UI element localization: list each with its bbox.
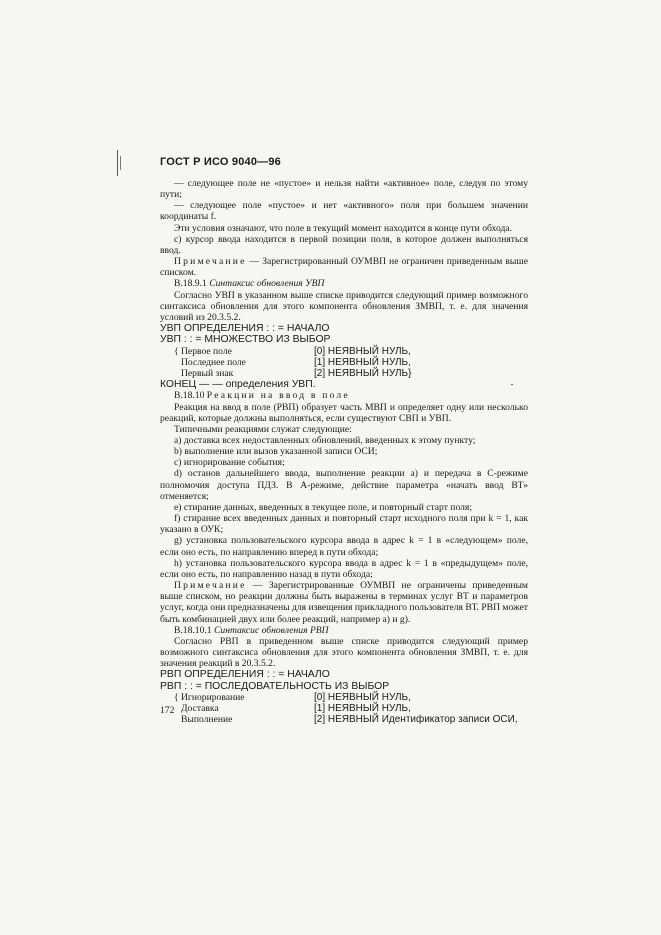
page-header: ГОСТ Р ИСО 9040—96 [160,156,281,168]
paragraph: — следующее поле не «пустое» и нельзя найти «активное» поле, следуя по этому пути; [160,178,528,201]
table-cell-left: { Игнорирование [174,691,245,703]
paragraph: с) курсор ввода находится в первой позиции поля, в которое должен выполняться ввод. [160,233,528,256]
page-content [160,178,528,725]
section-heading [160,278,528,289]
code-line: УВП : : = МНОЖЕСТВО ИЗ ВЫБОР [160,334,331,346]
table-cell-left: { Первое поле [174,345,232,357]
table-cell-right: [1] НЕЯВНЫЙ НУЛЬ, [314,356,411,368]
paragraph: b) выполнение или вызов указанной записи ОСИ; [174,446,378,458]
paragraph: Эти условия означают, что поле в текущий момент находится в конце пути обхода. [174,222,513,234]
paragraph: f) стирание всех введенных данных и повторный старт исходного поля при k = 1, как указано в ОУК; [160,513,528,536]
table-cell-left: Последнее поле [181,356,246,368]
paragraph: Согласно РВП в приведенном выше списке приводится следующий пример возможного синтаксиса обновления для этого компонента обновления ЗМВП, т. е. для значения реакций в 20.3.5.2. [160,635,528,670]
code-line: УВП ОПРЕДЕЛЕНИЯ : : = НАЧАЛО [160,323,330,335]
table-row [160,714,528,725]
page-number: 172 [160,705,175,716]
table-cell-left: Доставка [181,703,219,715]
table-cell-left: Первый знак [181,367,234,379]
paragraph: h) установка пользовательского курсора ввода в адрес k = 1 в «предыдущем» поле, если оно есть, по направлению назад в пути обхода; [160,557,528,580]
margin-marks [117,150,120,176]
paragraph: Согласно УВП в указанном выше списке приводится следующий пример возможного синтаксиса обновления для этого компонента обновления ЗМВП, т. е. для значения условий из 20.3.5.2. [160,289,528,323]
note-text: — Зарегистрированный ОУМВП не ограничен приведенным выше списком. [160,256,528,279]
paragraph: Типичными реакциями служат следующие: [174,423,352,435]
section-title: Реакции на ввод в поле [206,390,350,402]
code-line: РВП ОПРЕДЕЛЕНИЯ : : = НАЧАЛО [160,669,330,681]
section-number: В.18.10 [174,390,205,402]
note-text: — Зарегистрированные ОУМВП не ограничены приведенным выше списком, но реакции должны быть выражены в терминах услуг ВТ и параметров услуг, когда они предназначены для извещения прикладного пользователя ВТ. РВП может быть комбинацией двух или более реакций, например а) и g). [160,580,528,625]
section-number: В.18.10.1 [174,624,212,636]
table-cell-right: [2] НЕЯВНЫЙ НУЛЬ} [314,367,412,379]
table-cell-right: [2] НЕЯВНЫЙ Идентификатор записи ОСИ, [314,714,518,726]
section-title: Синтаксис обновления РВП [214,624,329,636]
paragraph: — следующее поле «пустое» и нет «активного» поля при большем значении координаты f. [160,200,528,223]
section-heading [160,625,528,636]
table-row [160,692,528,703]
code-line: РВП : : = ПОСЛЕДОВАТЕЛЬНОСТЬ ИЗ ВЫБОР [160,680,390,692]
table-cell-right: [1] НЕЯВНЫЙ НУЛЬ, [314,703,411,715]
note-label: Примечание [174,580,247,592]
table-row [160,357,528,368]
section-title: Синтаксис обновления УВП [209,278,325,290]
paragraph: Реакция на ввод в поле (РВП) образует часть МВП и определяет одну или несколько реакций, которые должны выполняться, если существуют СВП и УВП. [160,401,528,424]
table-row [160,346,528,357]
note [160,580,528,625]
paragraph: d) останов дальнейшего ввода, выполнение реакции а) и передача в С-режиме полномочия доступа ПДЗ. В А-режиме, действие параметра «начать ввод ВТ» отменяется; [160,468,528,502]
table-cell-right: [0] НЕЯВНЫЙ НУЛЬ, [314,691,411,703]
paragraph: е) стирание данных, введенных в текущее поле, и повторный старт поля; [174,501,472,513]
table-row [160,368,528,379]
note [160,256,528,278]
table-cell-right: [0] НЕЯВНЫЙ НУЛЬ, [314,345,411,357]
table-row [160,703,528,714]
paragraph: а) доставка всех недоставленных обновлений, введенных к этому пункту; [174,435,476,447]
paragraph: g) установка пользовательского курсора ввода в адрес k = 1 в «следующем» поле, если оно есть, по направлению вперед в пути обхода; [160,535,528,558]
section-heading [160,390,528,401]
section-number: В.18.9.1 [174,278,207,290]
note-label: Примечание [174,256,247,268]
code-line: КОНЕЦ — — определения УВП. [160,379,316,391]
paragraph: с) игнорирование события; [174,457,285,469]
table-cell-left: Выполнение [181,714,233,726]
